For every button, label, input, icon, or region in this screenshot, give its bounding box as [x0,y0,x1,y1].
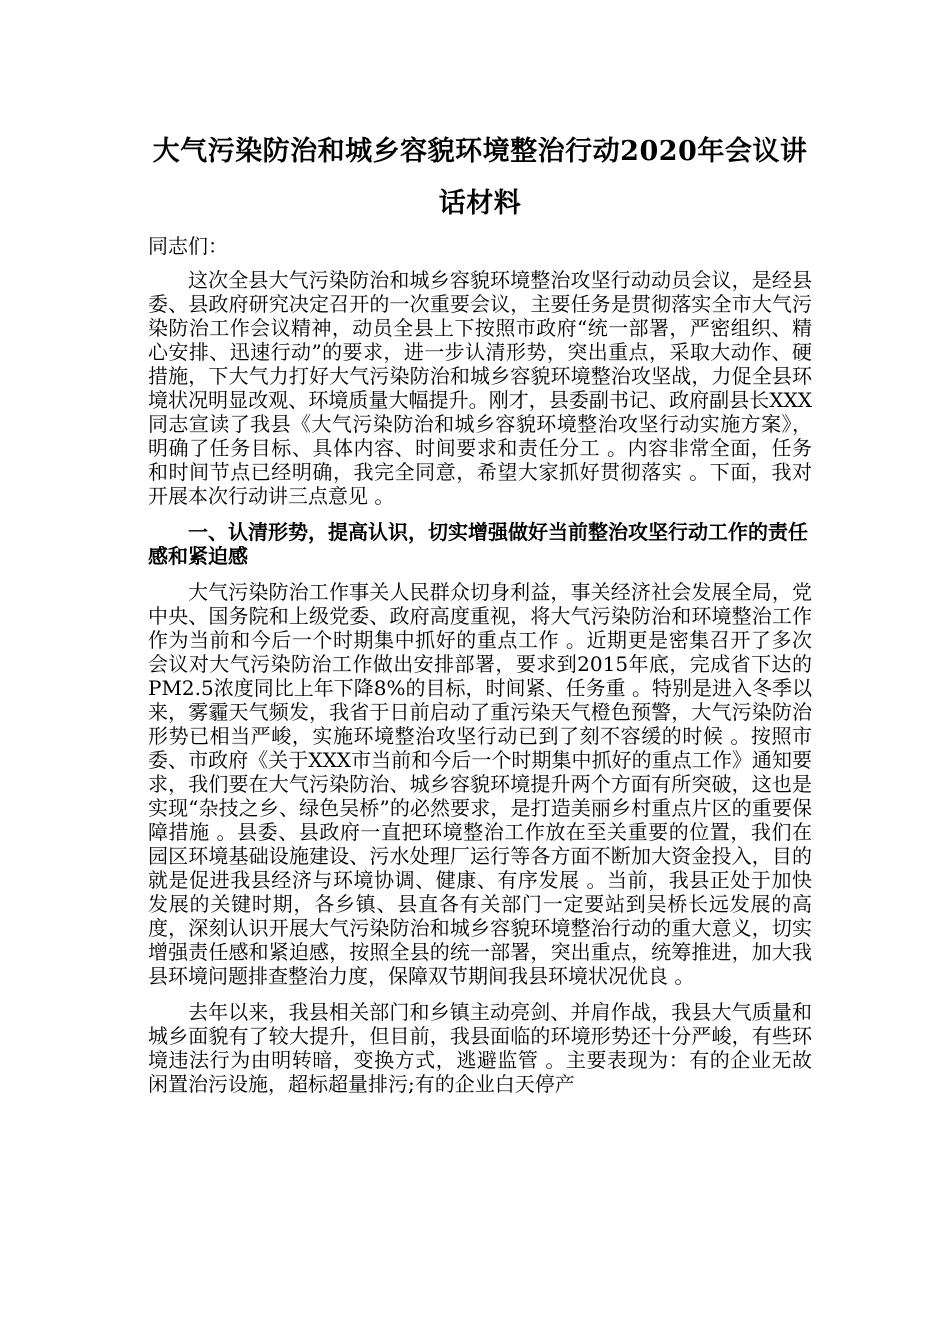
document-title: 大气污染防治和城乡容貌环境整治行动2020年会议讲话材料 [152,136,808,219]
section-heading-1: 一、认清形势，提高认识，切实增强做好当前整治攻坚行动工作的责任感和紧迫感 [148,520,808,568]
paragraph-problems: 去年以来，我县相关部门和乡镇主动亮剑、并肩作战，我县大气质量和城乡面貌有了较大提升，但目前，我县面临的环境形势还十分严峻，有些环境违法行为由明转暗，变换方式，逃避监管 。主要表现为：有的企业无故闲置治污设施，超标超量排污;有的企业白天停产 [148,1000,812,1096]
paragraph-situation: 大气污染防治工作事关人民群众切身利益，事关经济社会发展全局，党中央、国务院和上级党委、政府高度重视，将大气污染防治和环境整治工作作为当前和今后一个时期集中抓好的重点工作 。近期更是密集召开了多次会议对大气污染防治工作做出安排部署，要求到2015年底，完成省下达的PM2.5浓度同比上年下降8%的目标，时间紧、任务重 。特别是进入冬季以来，雾霾天气频发，我省于日前启动了重污染天气橙色预警，大气污染防治形势已相当严峻，实施环境整治攻坚行动已到了刻不容缓的时候 。按照市委、市政府《关于XXX市当前和今后一个时期集中抓好的重点工作》通知要求，我们要在大气污染防治、城乡容貌环境提升两个方面有所突破，这也是实现“杂技之乡、绿色吴桥”的必然要求，是打造美丽乡村重点片区的重要保障措施 。县委、县政府一直把环境整治工作放在至关重要的位置，我们在园区环境基础设施建设、污水处理厂运行等各方面不断加大资金投入，目的就是促进我县经济与环境协调、健康、有序发展 。当前，我县正处于加快发展的关键时期，各乡镇、县直各有关部门一定要站到吴桥长远发展的高度，深刻认识开展大气污染防治和城乡容貌环境整治行动的重大意义，切实增强责任感和紧迫感，按照全县的统一部署，突出重点，统筹推进，加大我县环境问题排查整治力度，保障双节期间我县环境状况优良 。 [148,580,812,988]
document-page [148,126,812,1108]
salutation: 同志们： [148,234,228,258]
paragraph-intro: 这次全县大气污染防治和城乡容貌环境整治攻坚行动动员会议，是经县委、县政府研究决定召开的一次重要会议，主要任务是贯彻落实全市大气污染防治工作会议精神，动员全县上下按照市政府“统一部署，严密组织、精心安排、迅速行动”的要求，进一步认清形势，突出重点，采取大动作、硬措施，下大气力打好大气污染防治和城乡容貌环境整治攻坚战，力促全县环境状况明显改观、环境质量大幅提升。刚才，县委副书记、政府副县长XXX同志宣读了我县《大气污染防治和城乡容貌环境整治攻坚行动实施方案》，明确了任务目标、具体内容、时间要求和责任分工 。内容非常全面，任务和时间节点已经明确，我完全同意，希望大家抓好贯彻落实 。下面，我对开展本次行动讲三点意见 。 [148,268,812,508]
